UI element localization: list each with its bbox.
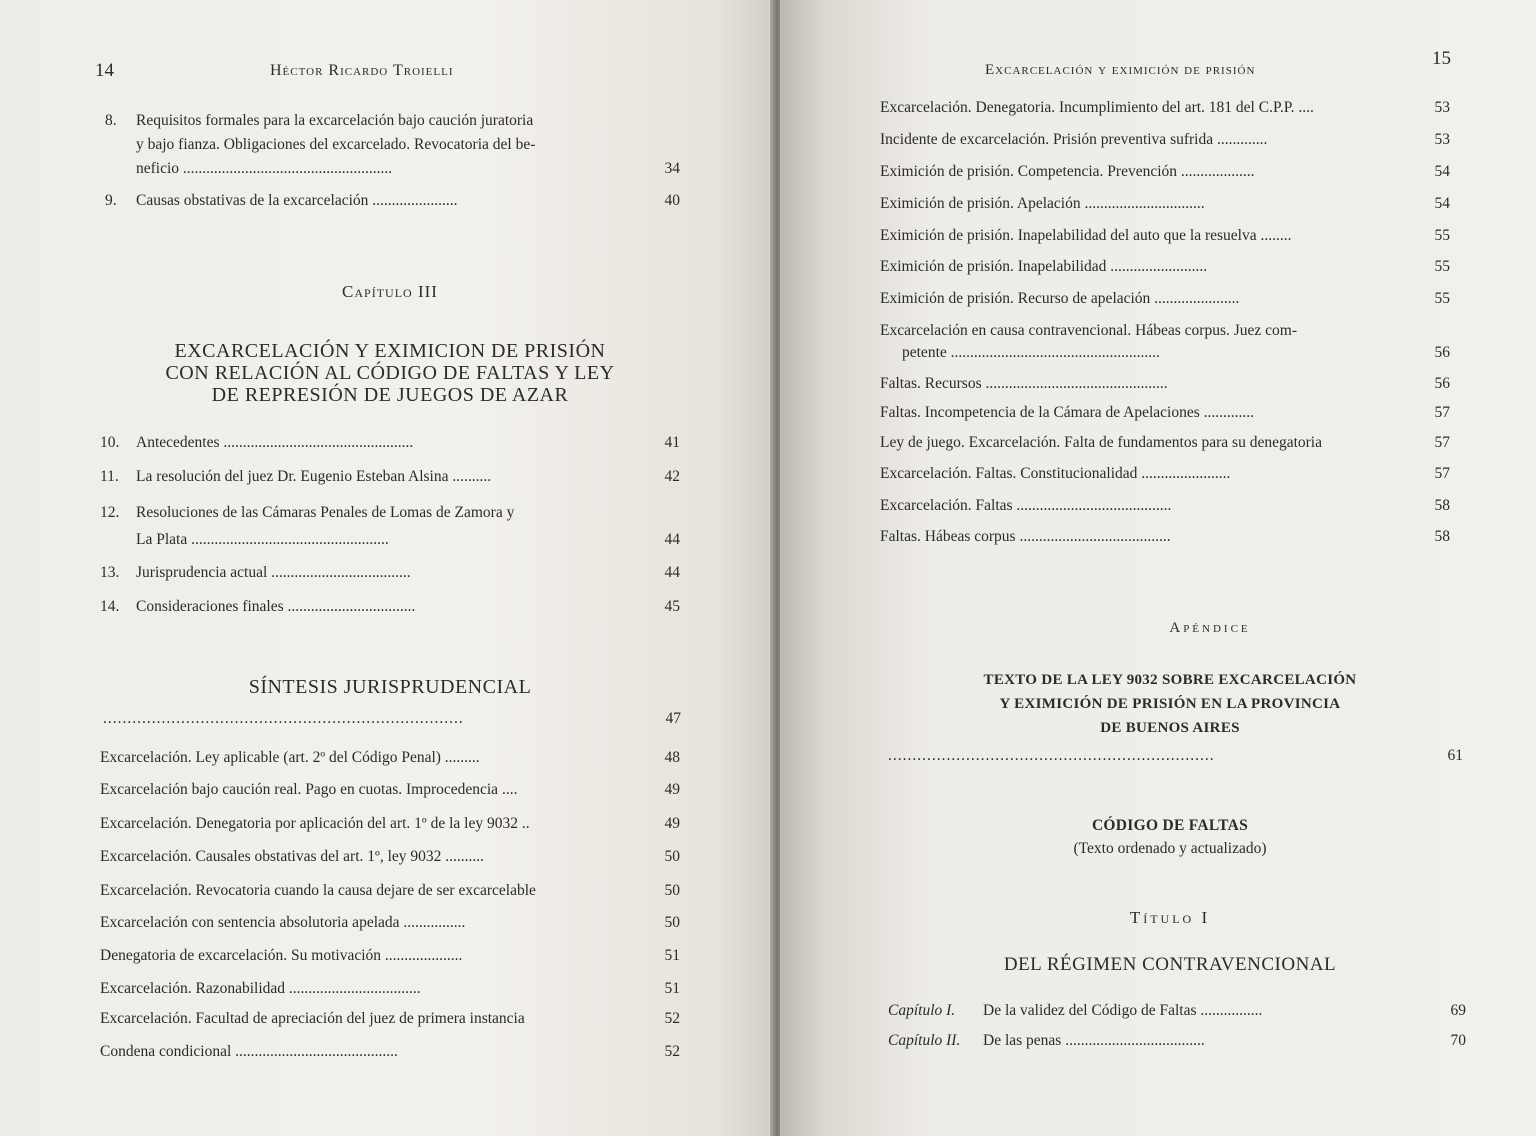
page-ref: 51 xyxy=(664,980,680,997)
entry-text: Excarcelación. Razonabilidad .................................. xyxy=(100,980,421,997)
chapter-title xyxy=(100,340,680,406)
entry-text-line: La resolución del juez Dr. Eugenio Esteban Alsina .......... xyxy=(136,468,492,485)
chapter-label: Capítulo II. xyxy=(888,1032,961,1049)
page-ref: 53 xyxy=(1434,99,1450,116)
law-title-line: TEXTO DE LA LEY 9032 SOBRE EXCARCELACIÓN xyxy=(983,672,1357,688)
dot-leader: .......................................................................... xyxy=(103,710,464,727)
entry-text-line: Excarcelación. Denegatoria. Incumplimiento del art. 181 del C.P.P. .... xyxy=(880,99,1314,116)
page-ref: 55 xyxy=(1434,227,1450,244)
page-ref: 45 xyxy=(664,598,680,615)
page-number: 14 xyxy=(95,60,114,81)
entry-text-line: petente ...................................................... xyxy=(902,344,1160,361)
page-ref: 57 xyxy=(1434,404,1450,421)
appendix-label: Apéndice xyxy=(1169,620,1251,636)
page-ref: 54 xyxy=(1434,163,1450,180)
entry-text: De las penas .................................... xyxy=(983,1032,1205,1049)
entry-text: Excarcelación. Causales obstativas del art. 1º, ley 9032 .......... xyxy=(100,848,485,865)
entry-text-line: Eximición de prisión. Apelación ............................... xyxy=(880,195,1205,212)
code-title: CÓDIGO DE FALTAS xyxy=(1091,817,1249,834)
page-ref: 49 xyxy=(664,815,680,832)
synthesis-title: SÍNTESIS JURISPRUDENCIAL xyxy=(248,676,532,698)
title-name: DEL RÉGIMEN CONTRAVENCIONAL xyxy=(1003,954,1337,975)
entry-text-line: Causas obstativas de la excarcelación ...................... xyxy=(136,192,458,209)
page-ref: 61 xyxy=(1447,747,1463,764)
page-ref: 70 xyxy=(1450,1032,1466,1049)
page-ref: 54 xyxy=(1434,195,1450,212)
entry-text-line: Excarcelación. Faltas ........................................ xyxy=(880,497,1172,514)
entry-number: 11. xyxy=(100,468,119,485)
page-ref: 51 xyxy=(664,947,680,964)
entry-text: Condena condicional .......................................... xyxy=(100,1043,398,1060)
entry-number: 12. xyxy=(100,504,120,521)
law-title-line: DE BUENOS AIRES xyxy=(1100,720,1240,736)
page-ref: 44 xyxy=(664,531,680,548)
page-ref: 56 xyxy=(1434,344,1450,361)
page-ref: 55 xyxy=(1434,258,1450,275)
page-ref: 55 xyxy=(1434,290,1450,307)
running-head: Héctor Ricardo Troielli xyxy=(270,62,454,79)
page-ref: 48 xyxy=(664,749,680,766)
entry-text-line: Eximición de prisión. Inapelabilidad del auto que la resuelva ........ xyxy=(880,227,1292,244)
law-title xyxy=(870,668,1470,740)
entry-text: Excarcelación. Facultad de apreciación del juez de primera instancia xyxy=(100,1010,525,1027)
entry-number: 13. xyxy=(100,564,120,581)
page-ref: 58 xyxy=(1434,497,1450,514)
page-ref: 42 xyxy=(664,468,680,485)
page-ref: 40 xyxy=(664,192,680,209)
page-ref: 57 xyxy=(1434,434,1450,451)
entry-text-line: Faltas. Recursos ............................................... xyxy=(880,375,1168,392)
page-ref: 57 xyxy=(1434,465,1450,482)
entry-text-line: Eximición de prisión. Inapelabilidad ......................... xyxy=(880,258,1208,275)
page-ref: 50 xyxy=(664,848,680,865)
entry-text: De la validez del Código de Faltas ................ xyxy=(983,1002,1263,1019)
entry-text: Denegatoria de excarcelación. Su motivación .................... xyxy=(100,947,463,964)
code-subtitle: (Texto ordenado y actualizado) xyxy=(1073,840,1267,857)
chapter-label: Capítulo I. xyxy=(888,1002,956,1019)
entry-number: 10. xyxy=(100,434,120,451)
entry-text-line: Antecedentes ................................................. xyxy=(136,434,414,451)
page-ref: 69 xyxy=(1450,1002,1466,1019)
chapter-title-line: DE REPRESIÓN DE JUEGOS DE AZAR xyxy=(211,384,569,406)
entry-text-line: Requisitos formales para la excarcelación bajo caución juratoria xyxy=(136,112,534,129)
entry-text-line: Incidente de excarcelación. Prisión preventiva sufrida ............. xyxy=(880,131,1268,148)
entry-text-line: Consideraciones finales ................................. xyxy=(136,598,416,615)
entry-text-line: Resoluciones de las Cámaras Penales de Lomas de Zamora y xyxy=(136,504,515,521)
page-ref: 47 xyxy=(665,710,681,727)
entry-text-line: Excarcelación. Faltas. Constitucionalidad ....................... xyxy=(880,465,1231,482)
entry-text-line: y bajo fianza. Obligaciones del excarcelado. Revocatoria del be- xyxy=(136,136,536,153)
page-ref: 52 xyxy=(664,1010,680,1027)
page-ref: 34 xyxy=(664,160,680,177)
chapter-label: Capítulo III xyxy=(342,282,438,301)
law-title-line: Y EXIMICIÓN DE PRISIÓN EN LA PROVINCIA xyxy=(999,696,1341,712)
page-ref: 50 xyxy=(664,914,680,931)
entry-text-line: Ley de juego. Excarcelación. Falta de fundamentos para su denegatoria xyxy=(880,434,1322,451)
title-label: Título I xyxy=(1129,908,1211,927)
running-head: Excarcelación y eximición de prisión xyxy=(985,62,1256,78)
page-ref: 52 xyxy=(664,1043,680,1060)
chapter-title-line: EXCARCELACIÓN Y EXIMICION DE PRISIÓN xyxy=(174,340,606,362)
entry-number: 14. xyxy=(100,598,120,615)
page-ref: 50 xyxy=(664,882,680,899)
page-ref: 49 xyxy=(664,781,680,798)
entry-text-line: Jurisprudencia actual .................................... xyxy=(136,564,411,581)
page-ref: 53 xyxy=(1434,131,1450,148)
entry-number: 9. xyxy=(105,192,117,209)
chapter-title-line: CON RELACIÓN AL CÓDIGO DE FALTAS Y LEY xyxy=(165,362,615,384)
entry-number: 8. xyxy=(105,112,117,129)
entry-text-line: Eximición de prisión. Recurso de apelación ...................... xyxy=(880,290,1240,307)
entry-text-line: neficio ...................................................... xyxy=(136,160,393,177)
entry-text-line: Faltas. Incompetencia de la Cámara de Apelaciones ............. xyxy=(880,404,1255,421)
entry-text-line: Faltas. Hábeas corpus ....................................... xyxy=(880,528,1171,545)
page-ref: 58 xyxy=(1434,528,1450,545)
page-number: 15 xyxy=(1432,48,1451,69)
entry-text: Excarcelación. Revocatoria cuando la causa dejare de ser excarcelable xyxy=(100,882,536,899)
page-ref: 56 xyxy=(1434,375,1450,392)
entry-text: Excarcelación con sentencia absolutoria apelada ................ xyxy=(100,914,466,931)
entry-text: Excarcelación bajo caución real. Pago en cuotas. Improcedencia .... xyxy=(100,781,518,798)
entry-text-line: Eximición de prisión. Competencia. Prevención ................... xyxy=(880,163,1255,180)
entry-text-line: La Plata ................................................... xyxy=(136,531,389,548)
page-ref: 44 xyxy=(664,564,680,581)
entry-text: Excarcelación. Ley aplicable (art. 2º del Código Penal) ......... xyxy=(100,749,480,766)
page-ref: 41 xyxy=(664,434,680,451)
dot-leader: ................................................................... xyxy=(888,747,1215,764)
entry-text: Excarcelación. Denegatoria por aplicación del art. 1º de la ley 9032 .. xyxy=(100,815,530,832)
entry-text-line: Excarcelación en causa contravencional. Hábeas corpus. Juez com- xyxy=(880,322,1298,339)
right-page xyxy=(780,0,1536,1136)
